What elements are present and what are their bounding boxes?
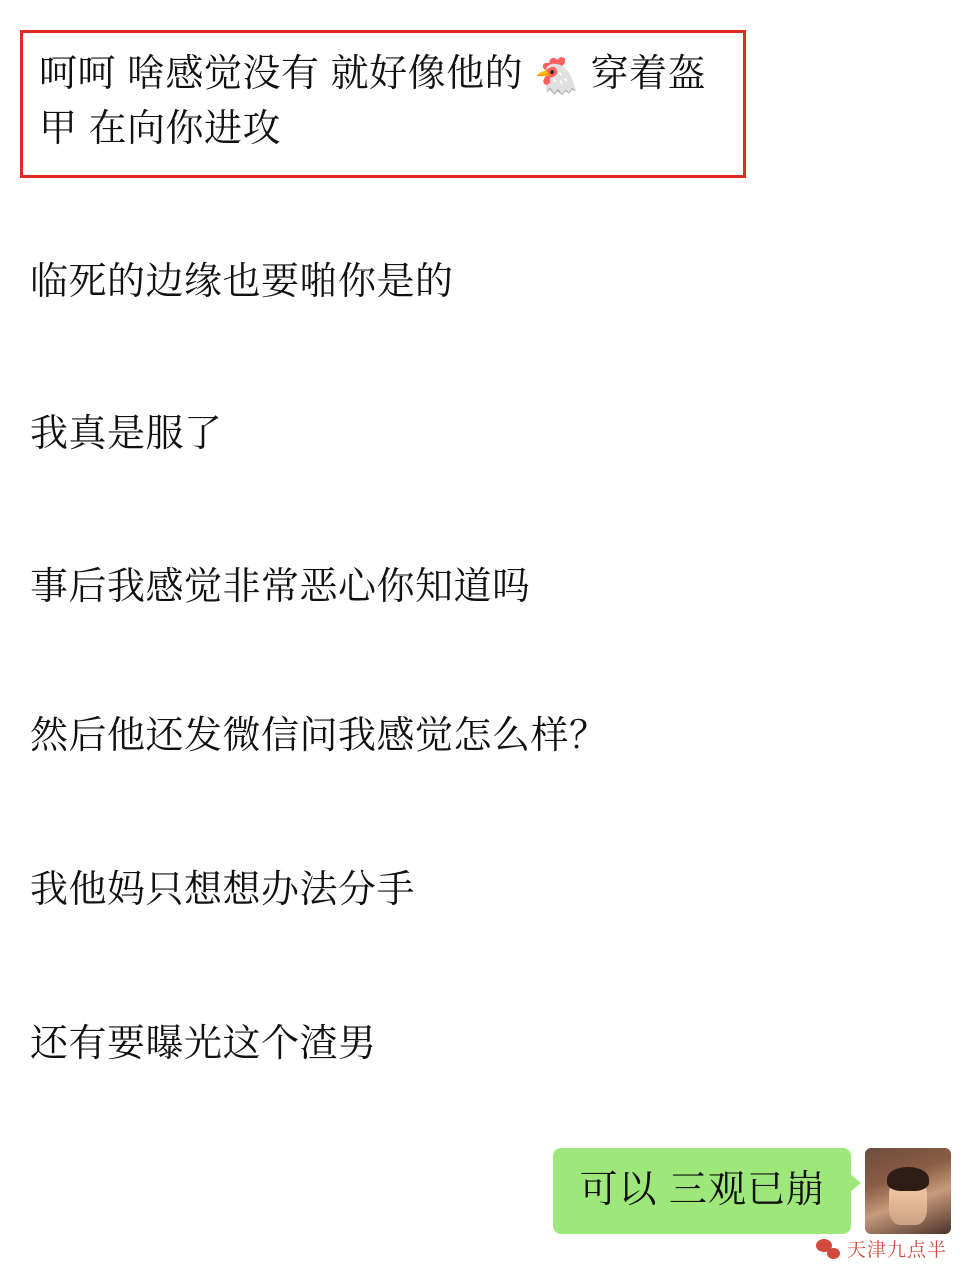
message-line: 然后他还发微信问我感觉怎么样？	[30, 715, 608, 757]
message-line: 临死的边缘也要啪你是的	[30, 261, 454, 303]
avatar-hair	[887, 1167, 928, 1191]
chicken-icon: 🐔	[534, 55, 580, 96]
message-line: 事后我感觉非常恶心你知道吗	[30, 566, 531, 608]
wechat-icon-bubble-small	[827, 1248, 840, 1259]
highlighted-text-part-1: 呵呵 啥感觉没有 就好像他的	[39, 53, 535, 95]
watermark	[816, 1235, 947, 1262]
wechat-icon	[816, 1239, 840, 1259]
highlighted-message	[20, 30, 746, 178]
outgoing-message-bubble: 可以 三观已崩	[553, 1148, 851, 1234]
watermark-label: 天津九点半	[846, 1240, 947, 1261]
highlighted-text-part-2: 穿着盔甲 在向你进攻	[39, 53, 707, 151]
message-line: 还有要曝光这个渣男	[30, 1023, 377, 1065]
message-line: 我他妈只想想办法分手	[30, 869, 416, 911]
outgoing-message-row	[553, 1148, 951, 1234]
avatar[interactable]	[865, 1148, 951, 1234]
highlighted-message-text	[39, 47, 727, 157]
message-line: 我真是服了	[30, 413, 223, 455]
